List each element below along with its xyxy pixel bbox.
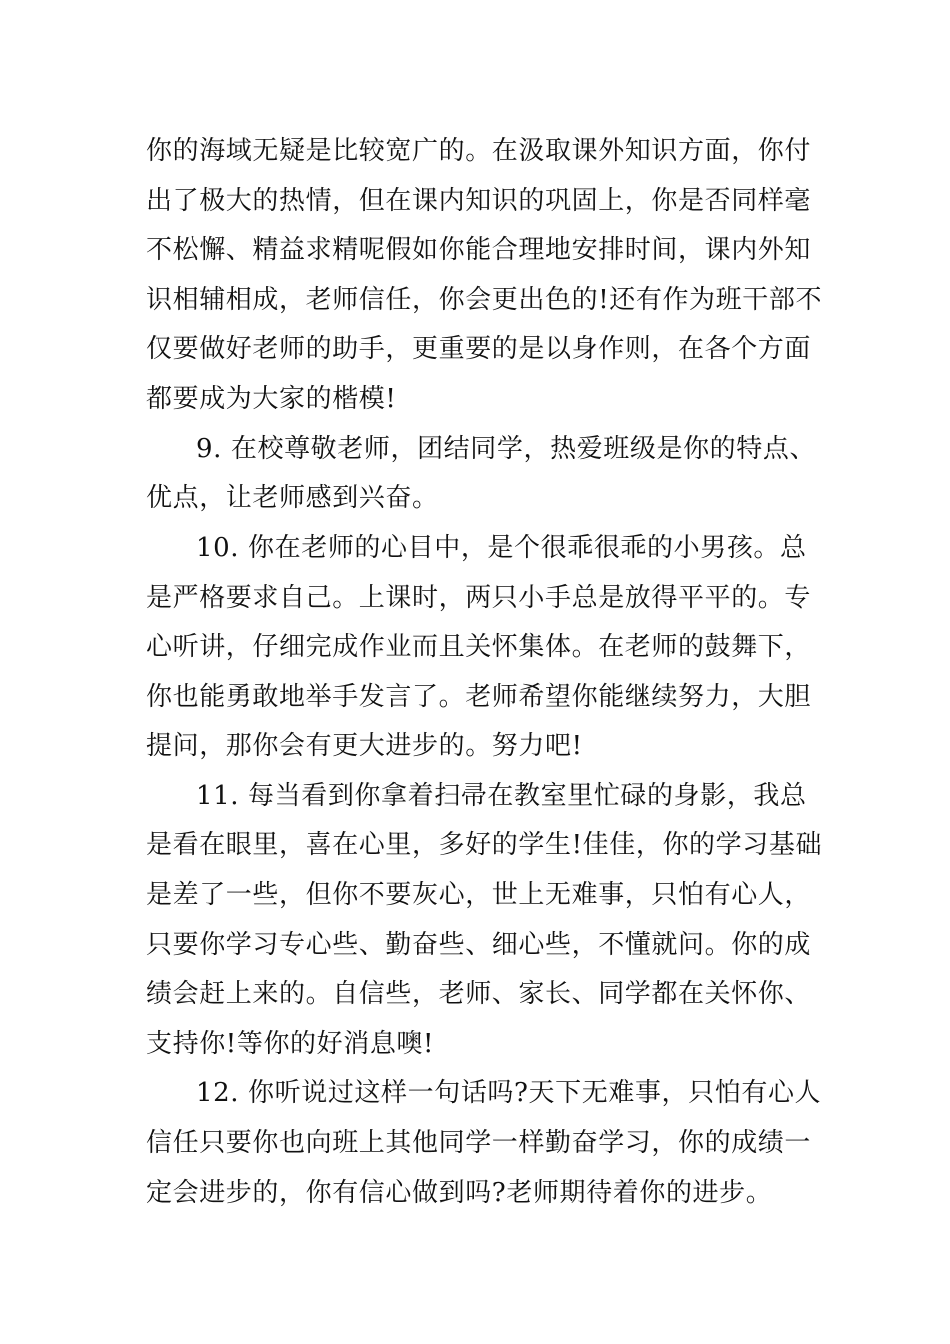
- text-line: 支持你!等你的好消息噢!: [146, 1029, 435, 1059]
- text-line: 都要成为大家的楷模!: [146, 384, 397, 414]
- text-line: 是看在眼里，喜在心里，多好的学生!佳佳，你的学习基础: [146, 830, 823, 860]
- text-line: 你也能勇敢地举手发言了。老师希望你能继续努力，大胆: [146, 682, 812, 712]
- text-line: 是严格要求自己。上课时，两只小手总是放得平平的。专: [146, 583, 812, 613]
- text-line: 出了极大的热情，但在课内知识的巩固上，你是否同样毫: [146, 186, 812, 216]
- text-line: 不松懈、精益求精呢假如你能合理地安排时间，课内外知: [146, 235, 812, 265]
- paragraph-9-first-line: 9. 在校尊敬老师，团结同学，热爱班级是你的特点、: [196, 434, 817, 464]
- text-line: 信任只要你也向班上其他同学一样勤奋学习，你的成绩一: [146, 1128, 812, 1158]
- text-line: 只要你学习专心些、勤奋些、细心些，不懂就问。你的成: [146, 930, 812, 960]
- text-line: 仅要做好老师的助手，更重要的是以身作则，在各个方面: [146, 334, 812, 364]
- text-line: 绩会赶上来的。自信些，老师、家长、同学都在关怀你、: [146, 979, 812, 1009]
- paragraph-12-first-line: 12. 你听说过这样一句话吗?天下无难事，只怕有心人: [196, 1078, 822, 1108]
- text-line: 你的海域无疑是比较宽广的。在汲取课外知识方面，你付: [146, 136, 812, 166]
- text-line: 识相辅相成，老师信任，你会更出色的!还有作为班干部不: [146, 285, 823, 315]
- text-line: 是差了一些，但你不要灰心，世上无难事，只怕有心人，: [146, 880, 812, 910]
- text-line: 心听讲，仔细完成作业而且关怀集体。在老师的鼓舞下，: [146, 632, 812, 662]
- text-line: 提问，那你会有更大进步的。努力吧!: [146, 731, 583, 761]
- text-line: 优点，让老师感到兴奋。: [146, 483, 439, 513]
- paragraph-11-first-line: 11. 每当看到你拿着扫帚在教室里忙碌的身影，我总: [196, 781, 807, 811]
- paragraph-10-first-line: 10. 你在老师的心目中，是个很乖很乖的小男孩。总: [196, 533, 807, 563]
- text-line: 定会进步的，你有信心做到吗?老师期待着你的进步。: [146, 1178, 773, 1208]
